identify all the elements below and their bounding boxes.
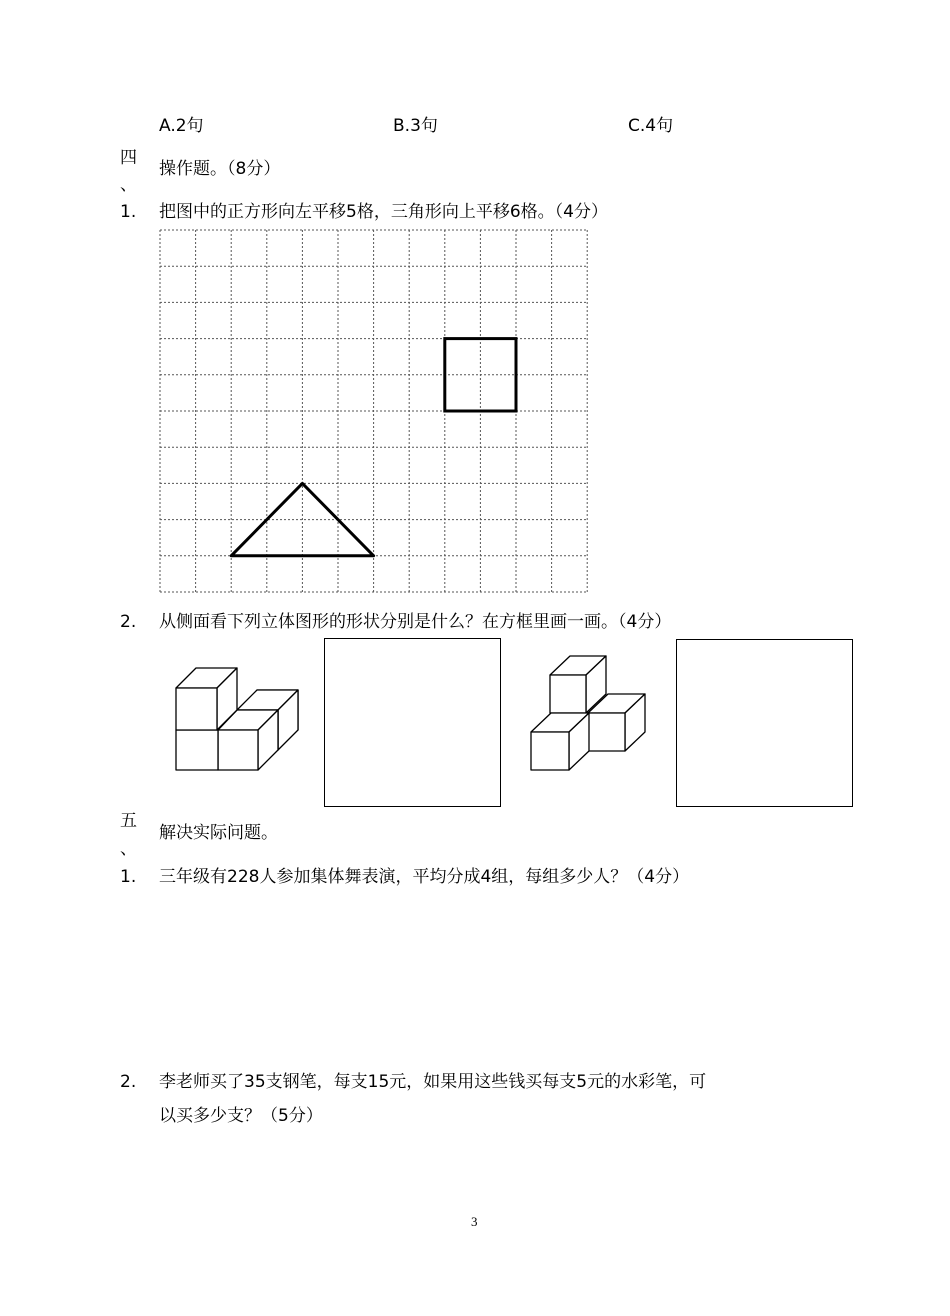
q5-2-text-line2: 以买多少支？（5分） bbox=[159, 1106, 323, 1126]
section-4-dun: 、 bbox=[120, 175, 137, 195]
section-4-title: 操作题。（8分） bbox=[159, 159, 281, 179]
section-5-title: 解决实际问题。 bbox=[159, 823, 278, 843]
q5-2-text-line1: 李老师买了35支钢笔，每支15元，如果用这些钱买每支5元的水彩笔，可 bbox=[159, 1072, 707, 1092]
q5-1-text: 三年级有228人参加集体舞表演，平均分成4组，每组多少人？（4分） bbox=[159, 867, 690, 887]
option-b[interactable]: B.3句 bbox=[393, 116, 438, 136]
answer-box-2[interactable] bbox=[676, 639, 853, 807]
option-c[interactable]: C.4句 bbox=[628, 116, 674, 136]
q5-1-number: 1. bbox=[120, 867, 137, 887]
section-5-number: 五 bbox=[120, 811, 137, 831]
q4-1-number: 1. bbox=[120, 202, 137, 222]
page-number: 3 bbox=[471, 1214, 478, 1229]
option-a[interactable]: A.2句 bbox=[159, 116, 204, 136]
q4-2-number: 2. bbox=[120, 612, 137, 632]
q5-2-number: 2. bbox=[120, 1072, 137, 1092]
q4-2-text: 从侧面看下列立体图形的形状分别是什么？在方框里画一画。（4分） bbox=[159, 612, 672, 632]
section-4-number: 四 bbox=[120, 148, 137, 168]
q4-1-text: 把图中的正方形向左平移5格，三角形向上平移6格。（4分） bbox=[159, 202, 608, 222]
section-5-dun: 、 bbox=[120, 839, 137, 859]
